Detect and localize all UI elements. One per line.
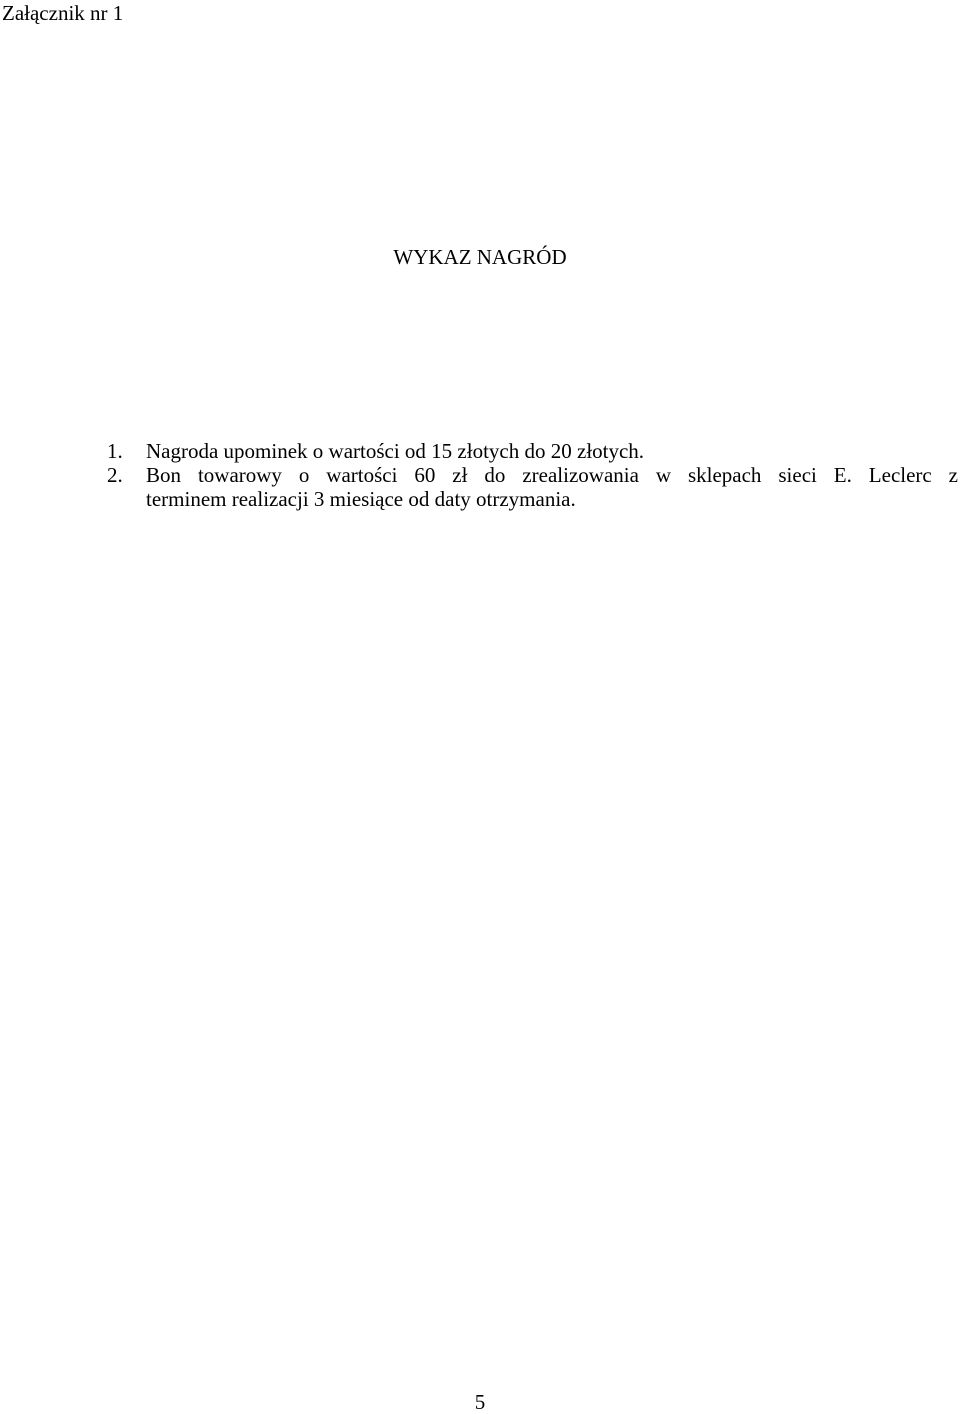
prize-item-2-line-1: Bon towarowy o wartości 60 zł do zrealizowania w sklepach sieci E. Leclerc z xyxy=(146,463,958,487)
annex-label: Załącznik nr 1 xyxy=(2,1,124,25)
page-number: 5 xyxy=(474,1390,486,1414)
prize-item-2-line-2: terminem realizacji 3 miesiące od daty otrzymania. xyxy=(146,487,576,511)
prize-item-2-number: 2. xyxy=(107,463,123,487)
document-title: WYKAZ NAGRÓD xyxy=(393,245,567,269)
prize-item-1-text: Nagroda upominek o wartości od 15 złotych do 20 złotych. xyxy=(146,439,645,463)
prize-item-2-text xyxy=(146,463,958,511)
prize-list xyxy=(107,439,958,511)
prize-item-1 xyxy=(107,439,958,463)
prize-item-2 xyxy=(107,463,958,511)
prize-item-1-number: 1. xyxy=(107,439,123,463)
